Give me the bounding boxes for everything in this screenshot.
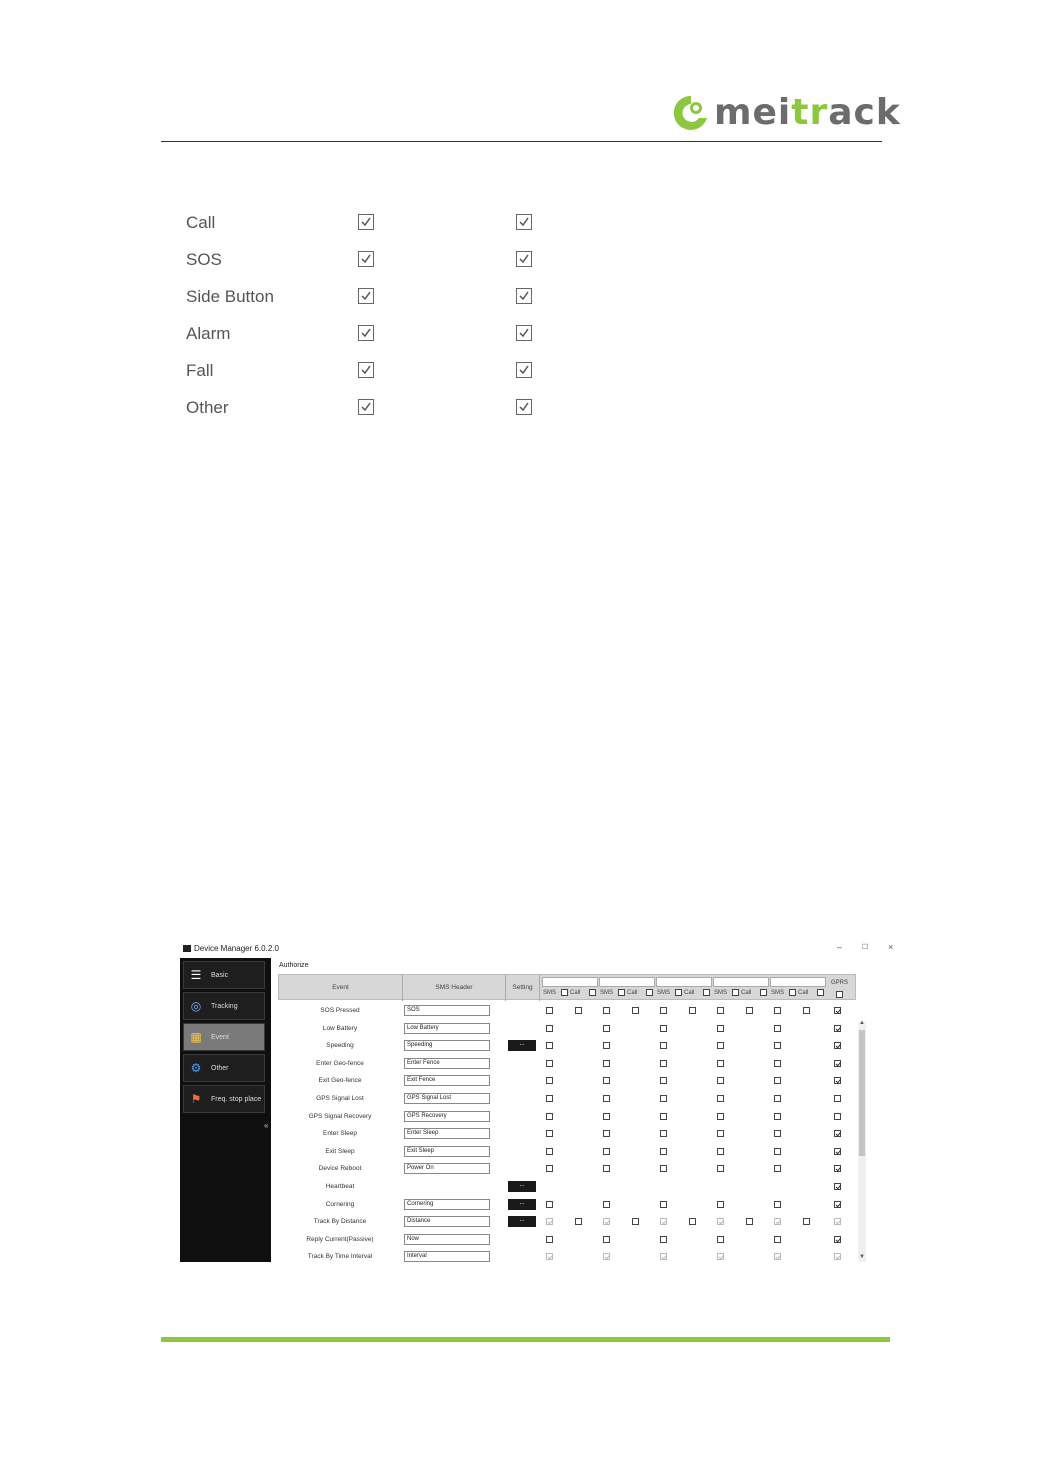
phone-number-field[interactable]: [770, 977, 826, 987]
sms-checkbox[interactable]: [774, 1060, 781, 1067]
sms-checkbox[interactable]: [603, 1253, 610, 1260]
call-checkbox[interactable]: [575, 1007, 582, 1014]
sms-checkbox[interactable]: [603, 1007, 610, 1014]
option-row: [186, 248, 546, 272]
sms-checkbox[interactable]: [603, 1201, 610, 1208]
table-row: [278, 1090, 858, 1108]
option-label: Other: [186, 398, 229, 417]
table-row: [278, 1037, 858, 1055]
table-row: [278, 1196, 858, 1214]
sms-checkbox[interactable]: [546, 1060, 553, 1067]
checkmark-icon: [360, 253, 372, 265]
sms-checkbox[interactable]: [546, 1007, 553, 1014]
call-column-label: Call: [741, 990, 752, 996]
sms-header-input[interactable]: SOS: [404, 1005, 490, 1016]
option-checkbox[interactable]: [516, 399, 532, 415]
sms-header-input[interactable]: Enter Fence: [404, 1058, 490, 1069]
setting-button[interactable]: ...: [508, 1181, 536, 1192]
footer-divider: [161, 1337, 890, 1342]
sms-checkbox[interactable]: [603, 1113, 610, 1120]
event-name: Enter Sleep: [323, 1130, 357, 1138]
option-label: Call: [186, 213, 216, 232]
sms-checkbox[interactable]: [774, 1130, 781, 1137]
setting-button[interactable]: ...: [508, 1216, 536, 1227]
nav-label: Other: [211, 1064, 229, 1072]
satellite-icon: ◎: [190, 999, 202, 1013]
table-header: [278, 974, 856, 1000]
table-row: [278, 1231, 858, 1249]
sms-checkbox[interactable]: [660, 1130, 667, 1137]
sms-header-input[interactable]: GPS Recovery: [404, 1111, 490, 1122]
gprs-checkbox[interactable]: [834, 1042, 841, 1049]
event-name: Track By Time Interval: [307, 1253, 373, 1261]
gprs-checkbox[interactable]: [834, 1130, 841, 1137]
column-header-setting: Setting: [506, 975, 540, 1001]
nav-tracking[interactable]: [183, 992, 265, 1020]
option-checkbox[interactable]: [516, 214, 532, 230]
gprs-column-label: GPRS: [831, 980, 849, 986]
event-name: Enter Geo-fence: [316, 1059, 364, 1067]
sms-checkbox[interactable]: [546, 1095, 553, 1102]
checkmark-icon: [360, 327, 372, 339]
sms-checkbox[interactable]: [774, 1042, 781, 1049]
sms-checkbox[interactable]: [660, 1165, 667, 1172]
call-checkbox[interactable]: [632, 1218, 639, 1225]
event-name: GPS Signal Recovery: [308, 1112, 372, 1120]
table-row: [278, 1002, 858, 1020]
gprs-checkbox[interactable]: [834, 1060, 841, 1067]
sms-checkbox[interactable]: [717, 1201, 724, 1208]
table-scrollbar[interactable]: [858, 1022, 866, 1262]
sms-checkbox[interactable]: [717, 1113, 724, 1120]
option-row: [186, 211, 546, 235]
setting-button[interactable]: ...: [508, 1040, 536, 1051]
option-label: SOS: [186, 250, 222, 269]
event-name: Exit Sleep: [325, 1147, 355, 1155]
sidebar: [180, 958, 271, 1262]
table-row: [278, 1248, 858, 1262]
call-checkbox[interactable]: [689, 1218, 696, 1225]
nav-label: Event: [211, 1033, 229, 1041]
sms-column-label: SMS: [771, 990, 785, 996]
sms-checkbox[interactable]: [660, 1148, 667, 1155]
option-checkbox[interactable]: [358, 214, 374, 230]
sms-checkbox[interactable]: [660, 1025, 667, 1032]
option-checkbox[interactable]: [358, 362, 374, 378]
option-checkbox[interactable]: [516, 251, 532, 267]
column-header-sms-header: SMS Header: [403, 975, 506, 1001]
app-icon: [183, 945, 191, 952]
event-name: Low Battery: [322, 1024, 358, 1032]
call-all-checkbox[interactable]: [817, 989, 824, 996]
option-checkbox[interactable]: [516, 288, 532, 304]
sms-all-checkbox[interactable]: [789, 989, 796, 996]
call-all-checkbox[interactable]: [760, 989, 767, 996]
event-name: GPS Signal Lost: [316, 1095, 364, 1102]
option-label: Side Button: [186, 287, 274, 306]
sms-header-input[interactable]: Interval: [404, 1251, 490, 1262]
setting-button[interactable]: ...: [508, 1199, 536, 1210]
nav-other[interactable]: [183, 1054, 265, 1082]
sms-header-input[interactable]: Now: [404, 1234, 490, 1245]
call-column-label: Call: [570, 990, 581, 996]
option-checkbox[interactable]: [358, 399, 374, 415]
sms-checkbox[interactable]: [717, 1130, 724, 1137]
sms-checkbox[interactable]: [774, 1113, 781, 1120]
minimize-icon[interactable]: –: [837, 942, 843, 952]
scroll-down-icon[interactable]: ▼: [859, 1254, 865, 1260]
checkmark-icon: [518, 401, 530, 413]
call-checkbox[interactable]: [803, 1007, 810, 1014]
sms-header-input[interactable]: Enter Sleep: [404, 1128, 490, 1139]
sms-header-input[interactable]: Distance: [404, 1216, 490, 1227]
sms-checkbox[interactable]: [660, 1113, 667, 1120]
sms-checkbox[interactable]: [660, 1253, 667, 1260]
sms-checkbox[interactable]: [717, 1025, 724, 1032]
gprs-all-checkbox[interactable]: [836, 991, 843, 998]
sms-checkbox[interactable]: [546, 1236, 553, 1243]
sms-checkbox[interactable]: [717, 1253, 724, 1260]
gprs-checkbox[interactable]: [834, 1236, 841, 1243]
sms-checkbox[interactable]: [774, 1236, 781, 1243]
sms-column-label: SMS: [657, 990, 671, 996]
sms-checkbox[interactable]: [546, 1113, 553, 1120]
sms-checkbox[interactable]: [717, 1060, 724, 1067]
scroll-thumb[interactable]: [859, 1030, 865, 1156]
call-checkbox[interactable]: [746, 1218, 753, 1225]
checkmark-icon: [360, 216, 372, 228]
phone-number-field[interactable]: [599, 977, 655, 987]
option-label: Fall: [186, 361, 214, 380]
sms-checkbox[interactable]: [717, 1165, 724, 1172]
meitrack-logo-mark-icon: [672, 93, 710, 133]
event-name: Exit Geo-fence: [318, 1077, 362, 1085]
gprs-checkbox[interactable]: [834, 1201, 841, 1208]
scroll-up-icon[interactable]: ▲: [859, 1020, 865, 1026]
gprs-checkbox[interactable]: [834, 1113, 841, 1120]
event-name: Speeding: [326, 1042, 354, 1050]
sms-checkbox[interactable]: [660, 1007, 667, 1014]
sms-checkbox[interactable]: [546, 1130, 553, 1137]
gprs-checkbox[interactable]: [834, 1077, 841, 1084]
device-manager-window: [180, 940, 900, 1262]
sms-column-label: SMS: [543, 990, 557, 996]
sms-all-checkbox[interactable]: [561, 989, 568, 996]
option-checkbox[interactable]: [516, 362, 532, 378]
sms-checkbox[interactable]: [546, 1218, 553, 1225]
sms-checkbox[interactable]: [717, 1148, 724, 1155]
sms-header-input[interactable]: GPS Signal Lost: [404, 1093, 490, 1104]
sms-all-checkbox[interactable]: [732, 989, 739, 996]
sms-checkbox[interactable]: [774, 1007, 781, 1014]
table-row: [278, 1108, 858, 1126]
sms-checkbox[interactable]: [603, 1060, 610, 1067]
sms-header-input[interactable]: Low Battery: [404, 1023, 490, 1034]
phone-number-field[interactable]: [713, 977, 769, 987]
gprs-checkbox[interactable]: [834, 1165, 841, 1172]
sms-checkbox[interactable]: [774, 1218, 781, 1225]
sms-checkbox[interactable]: [660, 1201, 667, 1208]
meitrack-logo-text: meitrack: [714, 92, 901, 133]
call-all-checkbox[interactable]: [703, 989, 710, 996]
sms-checkbox[interactable]: [774, 1095, 781, 1102]
sms-checkbox[interactable]: [774, 1253, 781, 1260]
sms-checkbox[interactable]: [546, 1201, 553, 1208]
call-all-checkbox[interactable]: [646, 989, 653, 996]
sms-checkbox[interactable]: [660, 1236, 667, 1243]
sms-checkbox[interactable]: [717, 1218, 724, 1225]
table-row: [278, 1178, 858, 1196]
event-settings-panel: [276, 958, 876, 1262]
sms-checkbox[interactable]: [660, 1218, 667, 1225]
sms-checkbox[interactable]: [603, 1095, 610, 1102]
nav-event[interactable]: [183, 1023, 265, 1051]
sms-checkbox[interactable]: [546, 1025, 553, 1032]
checkmark-icon: [360, 364, 372, 376]
gprs-checkbox[interactable]: [834, 1148, 841, 1155]
event-icon: ▦: [190, 1030, 202, 1044]
sms-checkbox[interactable]: [603, 1218, 610, 1225]
sms-header-input[interactable]: Exit Sleep: [404, 1146, 490, 1157]
sms-checkbox[interactable]: [603, 1165, 610, 1172]
option-row: [186, 359, 546, 383]
option-row: [186, 285, 546, 309]
sms-all-checkbox[interactable]: [618, 989, 625, 996]
sms-checkbox[interactable]: [717, 1007, 724, 1014]
checkmark-icon: [518, 290, 530, 302]
gprs-checkbox[interactable]: [834, 1095, 841, 1102]
nav-label: Basic: [211, 971, 229, 979]
call-all-checkbox[interactable]: [589, 989, 596, 996]
checkmark-icon: [518, 253, 530, 265]
gprs-checkbox[interactable]: [834, 1025, 841, 1032]
sms-header-input[interactable]: Exit Fence: [404, 1075, 490, 1086]
sms-checkbox[interactable]: [774, 1201, 781, 1208]
sms-checkbox[interactable]: [774, 1165, 781, 1172]
sms-all-checkbox[interactable]: [675, 989, 682, 996]
option-label: Alarm: [186, 324, 231, 343]
sms-checkbox[interactable]: [603, 1148, 610, 1155]
call-checkbox[interactable]: [632, 1007, 639, 1014]
sms-checkbox[interactable]: [546, 1077, 553, 1084]
option-checkbox[interactable]: [516, 325, 532, 341]
table-row: [278, 1143, 858, 1161]
sms-checkbox[interactable]: [774, 1148, 781, 1155]
checkmark-icon: [518, 327, 530, 339]
event-name: Heartbeat: [325, 1183, 355, 1190]
nav-freq-stop-place[interactable]: [183, 1085, 265, 1113]
sms-header-input[interactable]: Power On: [404, 1163, 490, 1174]
list-icon: ☰: [190, 968, 202, 982]
checkmark-icon: [360, 401, 372, 413]
sms-checkbox[interactable]: [660, 1077, 667, 1084]
option-checkbox[interactable]: [358, 288, 374, 304]
table-row: [278, 1160, 858, 1178]
sms-checkbox[interactable]: [603, 1025, 610, 1032]
collapse-sidebar-icon[interactable]: «: [264, 1121, 269, 1130]
table-row: [278, 1072, 858, 1090]
call-checkbox[interactable]: [746, 1007, 753, 1014]
phone-number-field[interactable]: [542, 977, 598, 987]
event-name: SOS Pressed: [320, 1007, 360, 1014]
sms-checkbox[interactable]: [774, 1077, 781, 1084]
close-icon[interactable]: ×: [888, 942, 894, 952]
call-column-label: Call: [627, 990, 638, 996]
column-header-event: Event: [279, 975, 403, 1001]
gear-icon: ⚙: [190, 1061, 202, 1075]
event-name: Track By Distance: [313, 1218, 367, 1226]
sms-checkbox[interactable]: [717, 1077, 724, 1084]
call-checkbox[interactable]: [689, 1007, 696, 1014]
sms-checkbox[interactable]: [774, 1025, 781, 1032]
sms-column-label: SMS: [714, 990, 728, 996]
table-row: [278, 1213, 858, 1231]
nav-basic[interactable]: [183, 961, 265, 989]
checkmark-icon: [518, 364, 530, 376]
sms-checkbox[interactable]: [546, 1042, 553, 1049]
table-row: [278, 1020, 858, 1038]
table-row: [278, 1125, 858, 1143]
nav-label: Freq. stop place: [211, 1095, 262, 1103]
title-bar: [180, 940, 900, 958]
maximize-icon[interactable]: ☐: [862, 944, 869, 951]
sms-checkbox[interactable]: [717, 1042, 724, 1049]
gprs-checkbox[interactable]: [834, 1183, 841, 1190]
phone-number-field[interactable]: [656, 977, 712, 987]
gprs-checkbox[interactable]: [834, 1218, 841, 1225]
call-column-label: Call: [684, 990, 695, 996]
call-checkbox[interactable]: [803, 1218, 810, 1225]
header-divider: [161, 141, 882, 142]
gprs-checkbox[interactable]: [834, 1007, 841, 1014]
map-pin-icon: ⚑: [190, 1092, 202, 1106]
checkmark-icon: [360, 290, 372, 302]
call-checkbox[interactable]: [575, 1218, 582, 1225]
sms-checkbox[interactable]: [660, 1042, 667, 1049]
sms-checkbox[interactable]: [603, 1042, 610, 1049]
authorize-group-label: Authorize: [279, 962, 309, 969]
sms-checkbox[interactable]: [603, 1130, 610, 1137]
option-checkbox[interactable]: [358, 325, 374, 341]
gprs-checkbox[interactable]: [834, 1253, 841, 1260]
call-column-label: Call: [798, 990, 809, 996]
table-row: [278, 1055, 858, 1073]
event-name: Device Reboot: [318, 1165, 362, 1173]
sms-checkbox[interactable]: [546, 1148, 553, 1155]
sms-checkbox[interactable]: [660, 1095, 667, 1102]
checkmark-icon: [518, 216, 530, 228]
sms-header-input[interactable]: Cornering: [404, 1199, 490, 1210]
nav-label: Tracking: [211, 1002, 238, 1010]
event-name: Reply Current(Passive): [306, 1235, 374, 1243]
window-title: Device Manager 6.0.2.0: [194, 944, 279, 953]
event-name: Cornering: [325, 1200, 355, 1208]
sms-checkbox[interactable]: [603, 1077, 610, 1084]
sms-checkbox[interactable]: [546, 1165, 553, 1172]
sms-column-label: SMS: [600, 990, 614, 996]
meitrack-logo: [672, 92, 901, 134]
sms-checkbox[interactable]: [660, 1060, 667, 1067]
option-row: [186, 322, 546, 346]
option-row: [186, 396, 546, 420]
sms-checkbox[interactable]: [546, 1253, 553, 1260]
sms-header-input[interactable]: Speeding: [404, 1040, 490, 1051]
sms-checkbox[interactable]: [603, 1236, 610, 1243]
sms-checkbox[interactable]: [717, 1095, 724, 1102]
option-checkbox[interactable]: [358, 251, 374, 267]
sms-checkbox[interactable]: [717, 1236, 724, 1243]
